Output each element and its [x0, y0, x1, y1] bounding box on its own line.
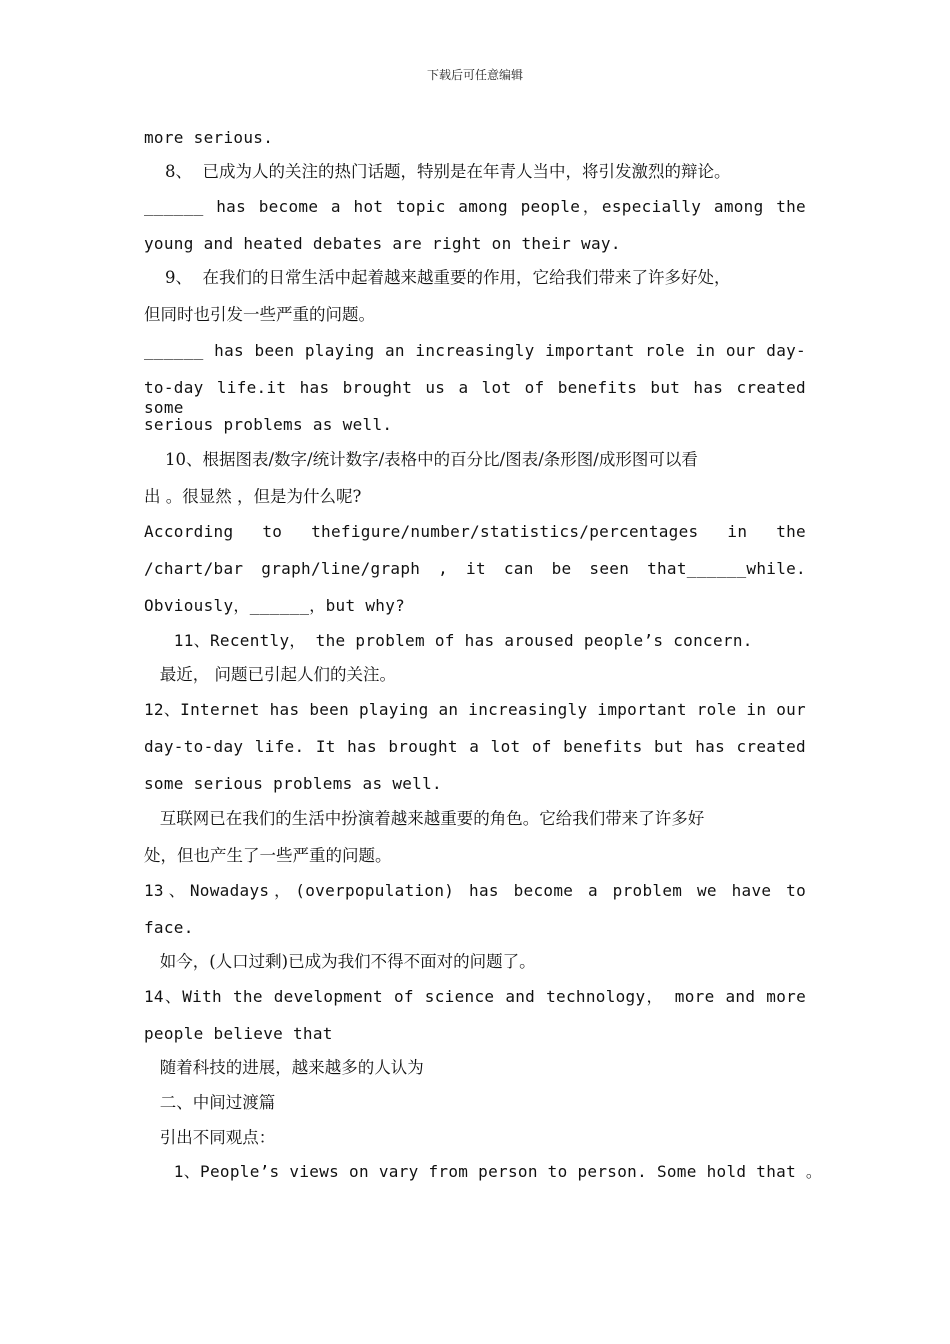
text-line: 13、Nowadays，(overpopulation) has become a problem we have to: [144, 881, 806, 900]
text-line: 最近， 问题已引起人们的关注。: [144, 665, 396, 684]
text-line: day-to-day life. It has brought a lot of benefits but has created: [144, 737, 806, 756]
text-line: /chart/bar graph/line/graph , it can be seen that______while.: [144, 559, 806, 578]
text-line: serious problems as well.: [144, 415, 393, 434]
text-line: Obviously，______，but why?: [144, 596, 406, 615]
text-line: 12、Internet has been playing an increasingly important role in our: [144, 700, 806, 719]
text-line: 11、Recently， the problem of has aroused people’s concern.: [144, 631, 753, 650]
page-header: 下载后可任意编辑: [426, 68, 523, 82]
text-line: 如今，(人口过剩)已成为我们不得不面对的问题了。: [144, 952, 536, 971]
text-line: to-day life.it has brought us a lot of benefits but has created some: [144, 378, 806, 417]
text-line: ______ has become a hot topic among people，especially among the: [144, 197, 806, 216]
text-line: 9、 在我们的日常生活中起着越来越重要的作用，它给我们带来了许多好处，: [144, 268, 731, 287]
text-line: young and heated debates are right on their way.: [144, 234, 621, 253]
text-line: 10、根据图表/数字/统计数字/表格中的百分比/图表/条形图/成形图可以看: [144, 450, 698, 469]
text-line: ______ has been playing an increasingly important role in our day-: [144, 341, 806, 360]
text-line: 互联网已在我们的生活中扮演着越来越重要的角色。它给我们带来了许多好: [144, 809, 705, 828]
text-line: some serious problems as well.: [144, 774, 442, 793]
text-line: 14、With the development of science and technology， more and more: [144, 987, 806, 1006]
text-line: face.: [144, 918, 194, 937]
text-line: According to thefigure/number/statistics/percentages in the: [144, 522, 806, 541]
text-line: 出 。很显然 ，但是为什么呢?: [144, 487, 362, 506]
text-line: more serious.: [144, 128, 274, 147]
text-line: people believe that: [144, 1024, 333, 1043]
text-line: 8、 已成为人的关注的热门话题，特别是在年青人当中，将引发激烈的辩论。: [144, 162, 731, 181]
text-line: 处，但也产生了一些严重的问题。: [144, 846, 392, 865]
text-line: 但同时也引发一些严重的问题。: [144, 305, 375, 324]
text-line: 引出不同观点：: [144, 1128, 276, 1147]
text-line: 1、People’s views on vary from person to person. Some hold that 。: [144, 1162, 823, 1181]
text-line: 随着科技的进展，越来越多的人认为: [144, 1058, 424, 1077]
section-heading: 二、中间过渡篇: [144, 1093, 276, 1112]
